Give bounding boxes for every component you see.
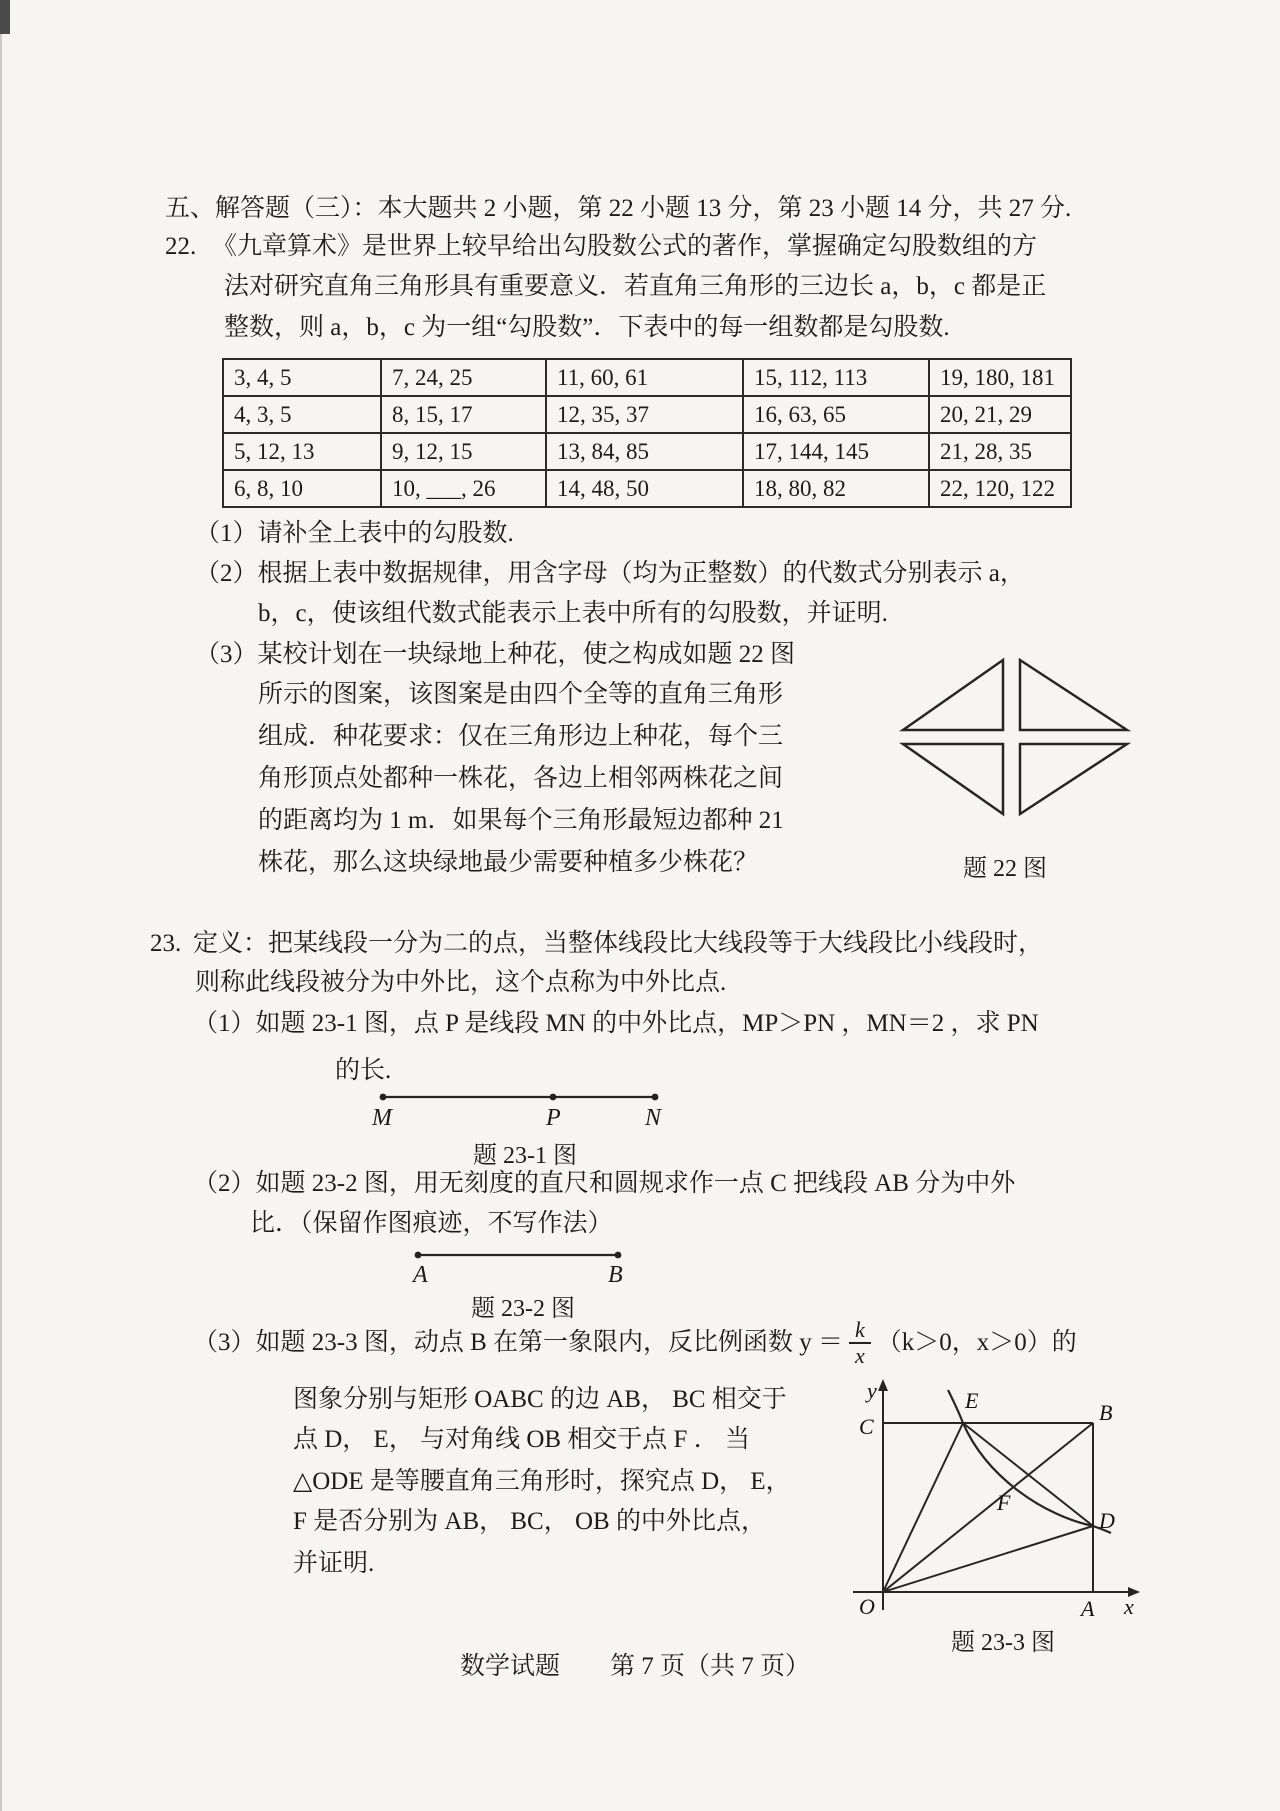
point-B: [615, 1252, 622, 1259]
figure-23-1-segment-MPN: [370, 1087, 670, 1109]
label-B: B: [608, 1262, 623, 1288]
q23-intro-line2: 则称此线段被分为中外比，这个点称为中外比点.: [195, 969, 727, 996]
label-N: N: [645, 1105, 662, 1131]
y-axis-arrow-icon: [878, 1379, 888, 1391]
q23-part3-line4: △ODE 是等腰直角三角形时，探究点 D， E，: [293, 1468, 791, 1495]
label-F: F: [997, 1490, 1011, 1515]
label-x-axis: x: [1124, 1594, 1134, 1619]
q23-part3-line3: 点 D， E， 与对角线 OB 相交于点 F ． 当: [293, 1426, 750, 1453]
figure-22-caption: 题 22 图: [963, 856, 1047, 882]
label-D: D: [1099, 1508, 1115, 1533]
table-cell: 20, 21, 29: [929, 396, 1071, 433]
table-cell: 18, 80, 82: [743, 470, 929, 507]
point-M: [380, 1094, 387, 1101]
q23-part2-line2: 比．（保留作图痕迹，不写作法）: [250, 1210, 613, 1237]
q22-part3-line5: 的距离均为 1 m．如果每个三角形最短边都种 21: [258, 807, 784, 834]
label-B: B: [1099, 1400, 1113, 1425]
figure-23-3-caption: 题 23-3 图: [951, 1630, 1055, 1656]
scan-edge-artifact: [0, 0, 2, 1811]
table-cell: 3, 4, 5: [223, 359, 381, 396]
q22-part2-line2: b，c，使该组代数式能表示上表中所有的勾股数，并证明.: [258, 600, 888, 627]
label-A: A: [413, 1262, 428, 1288]
q23-part1-line2: 的长.: [335, 1057, 392, 1084]
q22-part3-line6: 株花，那么这块绿地最少需要种植多少株花？: [258, 849, 759, 876]
table-row: [223, 359, 1071, 396]
figure-23-3-coordinate-plane: [845, 1378, 1145, 1623]
table-cell: 17, 144, 145: [743, 433, 929, 470]
q22-part3-line2: 所示的图案，该图案是由四个全等的直角三角形: [258, 681, 784, 708]
table-row: [223, 396, 1071, 433]
q22-part3-line4: 角形顶点处都种一株花，各边上相邻两株花之间: [258, 765, 784, 792]
table-cell: 22, 120, 122: [929, 470, 1071, 507]
label-A: A: [1081, 1596, 1095, 1621]
table-cell: 14, 48, 50: [546, 470, 743, 507]
q22-intro-line3: 整数，则 a，b，c 为一组“勾股数”．下表中的每一组数都是勾股数.: [224, 314, 950, 341]
diagonal-OB: [883, 1423, 1093, 1592]
table-cell: 11, 60, 61: [546, 359, 743, 396]
table-cell: 12, 35, 37: [546, 396, 743, 433]
q22-part3-line3: 组成．种花要求：仅在三角形边上种花，每个三: [258, 723, 784, 750]
q22-part1: （1）请补全上表中的勾股数.: [195, 520, 514, 547]
table-cell: 21, 28, 35: [929, 433, 1071, 470]
figure-23-2-segment-AB: [408, 1246, 638, 1266]
segment-OD: [883, 1526, 1093, 1592]
segment-OE: [883, 1423, 963, 1592]
triangle-bottom-right: [1020, 744, 1127, 814]
label-C: C: [859, 1414, 874, 1439]
figure-23-2-caption: 题 23-2 图: [471, 1296, 575, 1322]
table-cell: 4, 3, 5: [223, 396, 381, 433]
fraction-k-over-x: [849, 1318, 871, 1368]
table-row: [223, 470, 1071, 507]
point-N: [652, 1094, 659, 1101]
q22-part2-line1: （2）根据上表中数据规律，用含字母（均为正整数）的代数式分别表示 a，: [195, 560, 1025, 587]
q23-part2-line1: （2）如题 23-2 图，用无刻度的直尺和圆规求作一点 C 把线段 AB 分为中外: [193, 1170, 1016, 1197]
table-cell: 7, 24, 25: [381, 359, 546, 396]
table-cell: 16, 63, 65: [743, 396, 929, 433]
q23-part1-line1: （1）如题 23-1 图，点 P 是线段 MN 的中外比点，MP＞PN ，MN＝2 ，求 PN: [193, 1010, 1039, 1037]
q22-intro-line2: 法对研究直角三角形具有重要意义．若直角三角形的三边长 a，b，c 都是正: [224, 273, 1047, 300]
table-cell: 6, 8, 10: [223, 470, 381, 507]
table-cell: 15, 112, 113: [743, 359, 929, 396]
point-P: [550, 1094, 557, 1101]
figure-23-1-caption: 题 23-1 图: [473, 1143, 577, 1169]
triangle-top-right: [1020, 660, 1127, 730]
table-cell: 5, 12, 13: [223, 433, 381, 470]
pythagorean-triples-table: [222, 358, 1072, 508]
scan-corner-artifact: [0, 0, 10, 34]
table-cell: 13, 84, 85: [546, 433, 743, 470]
q22-number: 22.: [165, 233, 197, 260]
label-M: M: [372, 1105, 392, 1131]
label-O: O: [859, 1594, 875, 1619]
q23-part3-line1: [193, 1316, 1077, 1370]
label-E: E: [965, 1388, 979, 1413]
q22-intro-line1: 《九章算术》是世界上较早给出勾股数公式的著作，掌握确定勾股数组的方: [212, 233, 1038, 260]
q23-number: 23.: [150, 930, 182, 957]
label-y-axis: y: [867, 1378, 877, 1403]
q23-part3-line1-pre: （3）如题 23-3 图，动点 B 在第一象限内，反比例函数 y ＝: [193, 1328, 844, 1356]
table-cell: 9, 12, 15: [381, 433, 546, 470]
figure-22-four-right-triangles: [895, 652, 1135, 822]
q22-part3-line1: （3）某校计划在一块绿地上种花，使之构成如题 22 图: [195, 641, 796, 668]
q23-part3-line5: F 是否分别为 AB， BC， OB 的中外比点，: [293, 1508, 766, 1535]
table-cell: 8, 15, 17: [381, 396, 546, 433]
q23-part3-line1-post: （k＞0，x＞0）的: [876, 1328, 1077, 1356]
section-header: 五、解答题（三）：本大题共 2 小题，第 22 小题 13 分，第 23 小题 14 分，共 27 分.: [165, 195, 1072, 222]
page-footer: 数学试题 第 7 页（共 7 页）: [459, 1653, 810, 1680]
q23-part3-line2: 图象分别与矩形 OABC 的边 AB， BC 相交于: [293, 1386, 787, 1413]
fraction-denominator: x: [855, 1343, 865, 1368]
triangle-top-left: [903, 660, 1003, 730]
q23-intro-line1: 定义：把某线段一分为二的点，当整体线段比大线段等于大线段比小线段时，: [193, 930, 1044, 957]
triangle-bottom-left: [903, 744, 1003, 814]
table-cell-blank: 10, ___, 26: [381, 470, 546, 507]
label-P: P: [546, 1105, 561, 1131]
table-row: [223, 433, 1071, 470]
q23-part3-line6: 并证明.: [293, 1550, 375, 1577]
table-cell: 19, 180, 181: [929, 359, 1071, 396]
point-A: [415, 1252, 422, 1259]
fraction-numerator: k: [849, 1318, 871, 1344]
